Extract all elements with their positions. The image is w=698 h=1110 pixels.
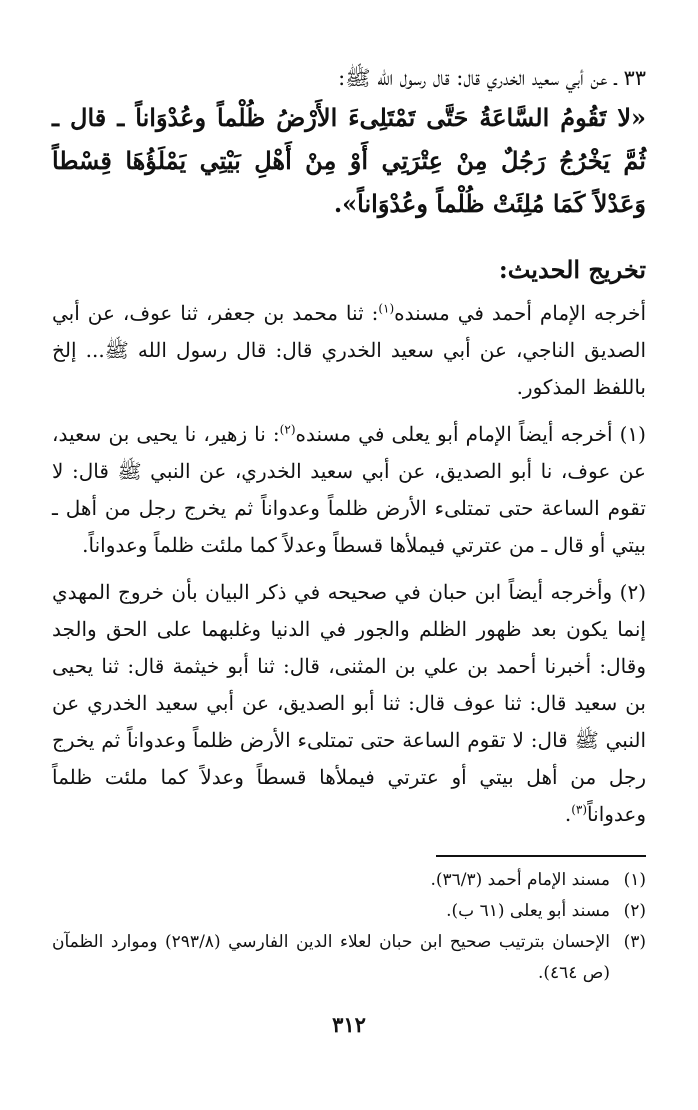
footnotes bbox=[52, 865, 646, 989]
page-number: ٣١٢ bbox=[332, 1012, 366, 1037]
section-title: تخريج الحديث: bbox=[498, 255, 646, 284]
footnote-divider bbox=[436, 855, 646, 857]
footnote-ref: (٢) bbox=[279, 422, 296, 437]
paragraph-text: : نا زهير، نا يحيى بن سعيد، عن عوف، نا أبو الصديق، عن أبي سعيد الخدري، عن النبي ﷺ قال: لا تقوم الساعة حتى تمتلىء الأرض ظلماً وعدواناً ثم يخرج رجل من أهل ـ بيتي أو قال ـ من عترتي فيملأها قسطاً وعدلاً كما ملئت ظلماً وعدواناً. bbox=[52, 422, 646, 557]
paragraph-text: (١) أخرجه أيضاً الإمام أبو يعلى في مسنده bbox=[295, 422, 646, 446]
footnote-item bbox=[52, 865, 646, 896]
footnote-ref: (٣) bbox=[571, 802, 588, 817]
paragraph-takhrij-abu-yala bbox=[52, 416, 646, 564]
hadith-text: «لا تَقُومُ السَّاعَةُ حَتَّى تَمْتَلِىءَ الأَرْضُ ظُلْماً وعُدْوَاناً ـ قال ـ ثُمَّ يَخْرُجُ رَجُلٌ مِنْ عِتْرَتِي أَوْ مِنْ أَهْلِ بَيْتِي يَمْلَؤُهَا قِسْطاً وَعَدْلاً كَمَا مُلِئَتْ ظُلْماً وعُدْوَاناً». bbox=[52, 103, 646, 218]
footnote-item bbox=[52, 896, 646, 927]
footnote-item bbox=[52, 927, 646, 989]
paragraph-text: . bbox=[564, 802, 572, 826]
paragraph-takhrij-ahmad bbox=[52, 295, 646, 406]
footnote-text: مسند الإمام أحمد (٣٦/٣). bbox=[430, 870, 610, 890]
paragraph-takhrij-ibn-hibban bbox=[52, 574, 646, 833]
paragraph-text: (٢) وأخرجه أيضاً ابن حبان في صحيحه في ذكر البيان بأن خروج المهدي إنما يكون بعد ظهور الظلم والجور في الدنيا وغلبهما على الحق والجد وقال: أخبرنا أحمد بن علي بن المثنى، قال: ثنا أبو خيثمة قال: ثنا يحيى بن سعيد قال: ثنا عوف قال: ثنا أبو الصديق، عن أبي سعيد الخدري عن النبي ﷺ قال: لا تقوم الساعة حتى تمتلىء الأرض ظلماً وعدواناً ثم يخرج رجل من أهل بيتي أو عترتي فيملأها قسطاً وعدلاً كما ملئت ظلماً وعدواناً bbox=[52, 580, 646, 826]
paragraph-text: أخرجه الإمام أحمد في مسنده bbox=[394, 301, 646, 325]
paragraph-text: : ثنا محمد بن جعفر، ثنا عوف، عن أبي الصديق الناجي، عن أبي سعيد الخدري قال: قال رسول الله ﷺ... إلخ باللفظ المذكور. bbox=[52, 301, 646, 399]
footnote-ref: (١) bbox=[378, 301, 395, 316]
footnote-number: (٢) bbox=[623, 901, 646, 921]
footnote-text: الإحسان بترتيب صحيح ابن حبان لعلاء الدين الفارسي (٢٩٣/٨) وموارد الظمآن (ص ٤٦٤). bbox=[52, 932, 610, 983]
footnote-number: (٣) bbox=[623, 932, 646, 952]
hadith-header: ٣٣ ـ عن أبي سعيد الخدري قال: قال رسول الله ﷺ: bbox=[338, 66, 646, 90]
footnote-text: مسند أبو يعلى (٦١ ب). bbox=[446, 901, 610, 921]
footnote-number: (١) bbox=[623, 870, 646, 890]
